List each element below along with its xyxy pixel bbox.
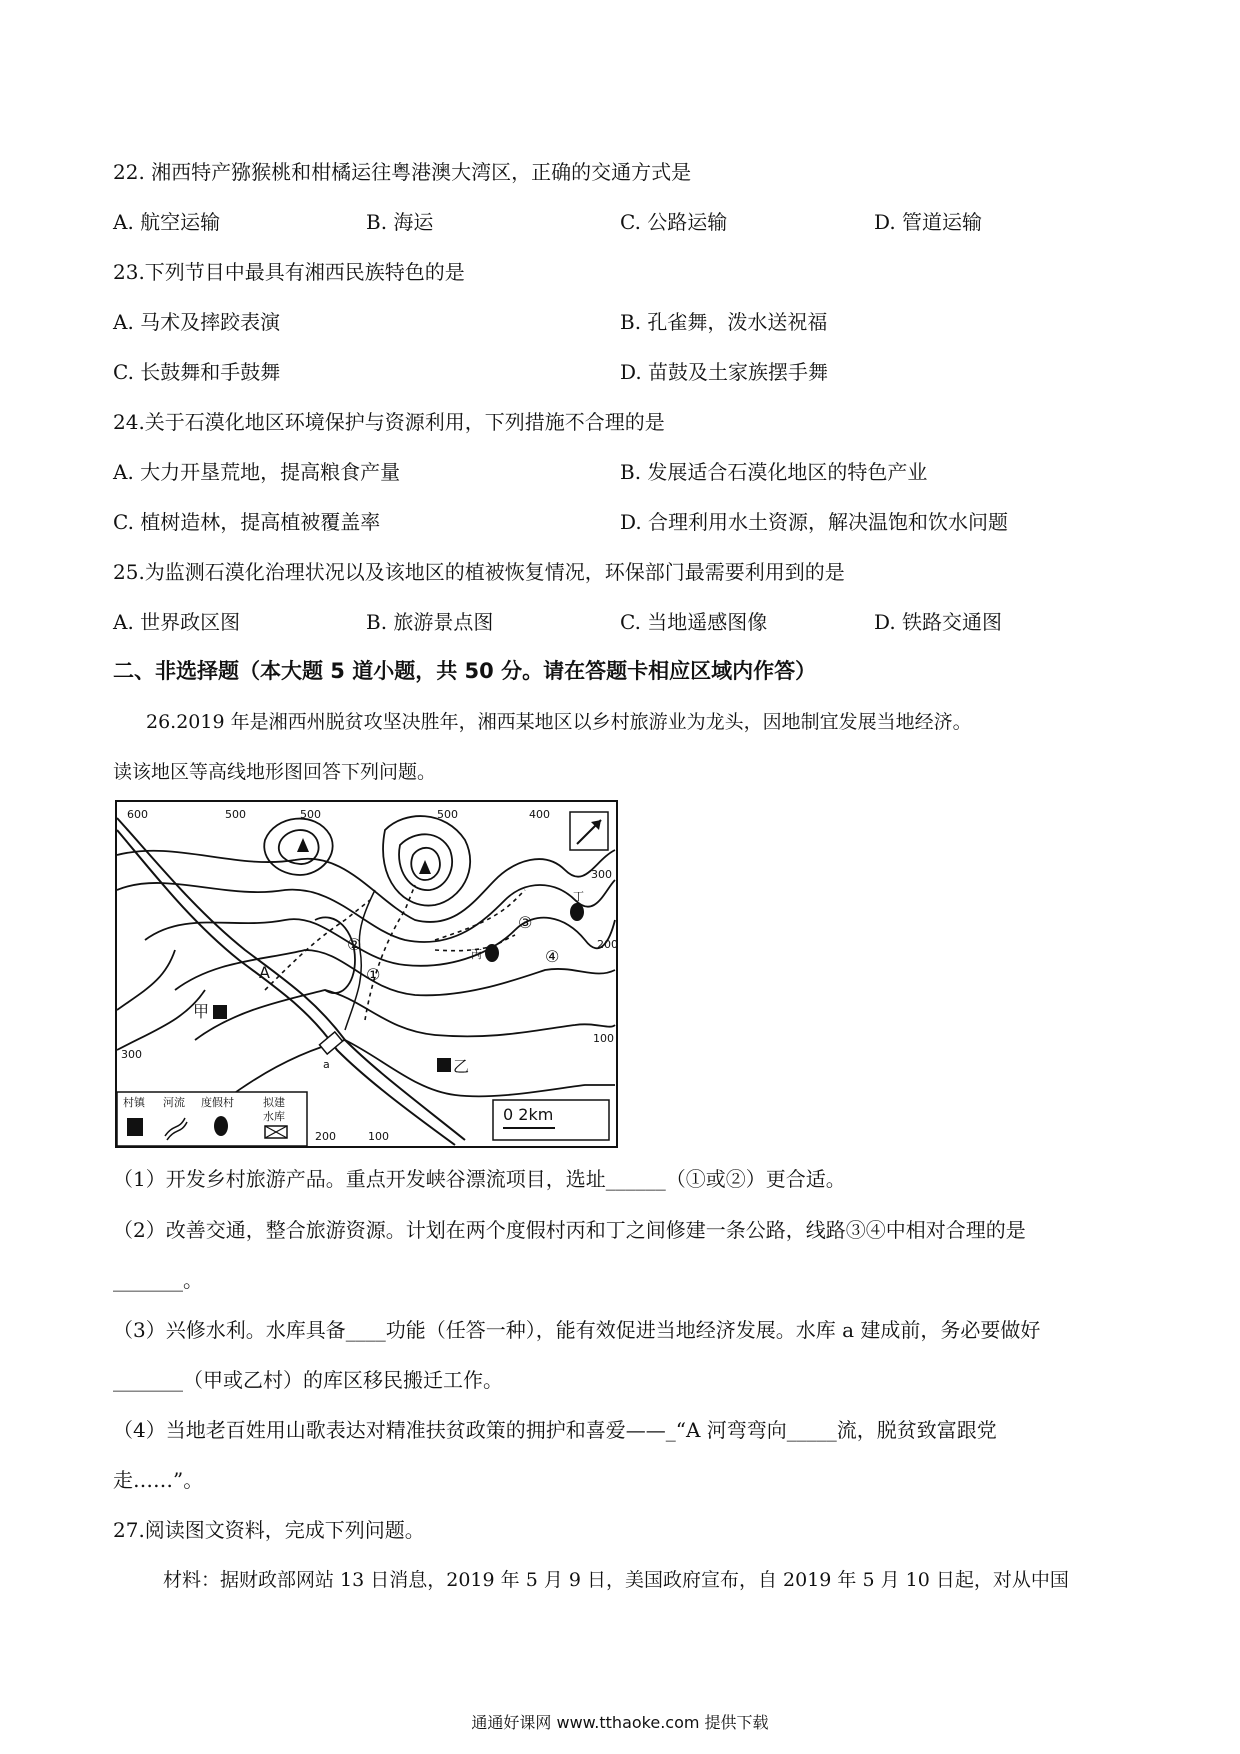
resort-ding-icon [570, 903, 584, 921]
contour-label-500: 500 [225, 808, 246, 821]
q24-option-b: B. 发展适合石漠化地区的特色产业 [620, 460, 928, 484]
label-bing: 丙 [471, 948, 482, 961]
page-footer: 通通好课网 www.tthaoke.com 提供下载 [471, 1713, 769, 1732]
q26-sub2-cont: _______。 [113, 1268, 203, 1292]
q27-material: 材料：据财政部网站 13 日消息，2019 年 5 月 9 日，美国政府宣布，自 2019 年 5 月 10 日起，对从中国 [163, 1569, 1069, 1591]
resort-bing-icon [485, 944, 499, 962]
marker-1: ① [366, 965, 381, 984]
q23-option-c: C. 长鼓舞和手鼓舞 [113, 360, 281, 384]
contour-label-400: 400 [529, 808, 550, 821]
label-yi: 乙 [453, 1057, 470, 1076]
scale-label: 0 2km [503, 1105, 554, 1124]
q26-sub1: （1）开发乡村旅游产品。重点开发峡谷漂流项目，选址______（①或②）更合适。 [113, 1167, 846, 1191]
q26-sub2: （2）改善交通，整合旅游资源。计划在两个度假村丙和丁之间修建一条公路，线路③④中相对合理的是 [113, 1218, 1026, 1242]
q26-sub3: （3）兴修水利。水库具备____功能（任答一种），能有效促进当地经济发展。水库 a 建成前，务必要做好 [113, 1318, 1041, 1342]
legend-village-icon [127, 1118, 143, 1136]
village-jia-icon [213, 1005, 227, 1019]
contour-label-600: 600 [127, 808, 148, 821]
legend-resort-icon [214, 1116, 228, 1136]
q26-intro-cont: 读该地区等高线地形图回答下列问题。 [113, 761, 437, 783]
q24-option-d: D. 合理利用水土资源，解决温饱和饮水问题 [620, 510, 1009, 534]
q22-stem: 22. 湘西特产猕猴桃和柑橘运往粤港澳大湾区，正确的交通方式是 [113, 160, 692, 184]
q26-intro: 26.2019 年是湘西州脱贫攻坚决胜年，湘西某地区以乡村旅游业为龙头，因地制宜发展当地经济。 [146, 711, 972, 733]
village-yi-icon [437, 1058, 451, 1072]
q25-option-c: C. 当地遥感图像 [620, 610, 768, 634]
label-river-a: A [259, 963, 270, 982]
q25-stem: 25.为监测石漠化治理状况以及该地区的植被恢复情况，环保部门最需要利用到的是 [113, 560, 845, 584]
q22-option-d: D. 管道运输 [874, 210, 983, 234]
label-ding: 丁 [573, 890, 584, 903]
q24-stem: 24.关于石漠化地区环境保护与资源利用，下列措施不合理的是 [113, 410, 665, 434]
contour-map [115, 800, 618, 1148]
q27-stem: 27.阅读图文资料，完成下列问题。 [113, 1518, 425, 1542]
q23-option-b: B. 孔雀舞，泼水送祝福 [620, 310, 828, 334]
legend-reservoir-label: 拟建 [263, 1096, 285, 1109]
marker-4: ④ [545, 947, 560, 966]
label-jia: 甲 [193, 1002, 210, 1021]
q25-option-b: B. 旅游景点图 [366, 610, 494, 634]
north-arrow-icon [570, 812, 608, 850]
contour-label-500: 500 [300, 808, 321, 821]
contour-label-300: 300 [121, 1048, 142, 1061]
q26-sub4: （4）当地老百姓用山歌表达对精准扶贫政策的拥护和喜爱——_“A 河弯弯向_____流，脱贫致富跟党 [113, 1418, 997, 1442]
q26-sub4-cont: 走……”。 [113, 1468, 204, 1492]
marker-2: ② [347, 935, 362, 954]
q23-option-a: A. 马术及摔跤表演 [113, 310, 281, 334]
contour-label-200: 200 [315, 1130, 336, 1143]
q22-option-c: C. 公路运输 [620, 210, 728, 234]
marker-3: ③ [518, 913, 533, 932]
legend-reservoir-label-2: 水库 [263, 1110, 285, 1123]
q25-option-d: D. 铁路交通图 [874, 610, 1003, 634]
q24-option-a: A. 大力开垦荒地，提高粮食产量 [113, 460, 401, 484]
contour-label-300: 300 [591, 868, 612, 881]
q26-sub3-cont: _______（甲或乙村）的库区移民搬迁工作。 [113, 1368, 503, 1392]
contour-label-100: 100 [368, 1130, 389, 1143]
legend-river-label: 河流 [163, 1096, 185, 1109]
section-2-heading: 二、非选择题（本大题 5 道小题，共 50 分。请在答题卡相应区域内作答） [113, 659, 817, 683]
map-legend [117, 1092, 307, 1146]
contour-label-500: 500 [437, 808, 458, 821]
contour-label-100: 100 [593, 1032, 614, 1045]
q25-option-a: A. 世界政区图 [113, 610, 241, 634]
legend-village-label: 村镇 [123, 1096, 145, 1109]
scale-bar [493, 1100, 609, 1140]
legend-resort-label: 度假村 [201, 1096, 234, 1109]
legend-reservoir-icon [265, 1126, 287, 1138]
q24-option-c: C. 植树造林，提高植被覆盖率 [113, 510, 381, 534]
q23-stem: 23.下列节目中最具有湘西民族特色的是 [113, 260, 465, 284]
label-reservoir-a: a [323, 1058, 330, 1071]
q23-option-d: D. 苗鼓及土家族摆手舞 [620, 360, 829, 384]
q22-option-a: A. 航空运输 [113, 210, 221, 234]
q22-option-b: B. 海运 [366, 210, 434, 234]
contour-label-200: 200 [597, 938, 618, 951]
